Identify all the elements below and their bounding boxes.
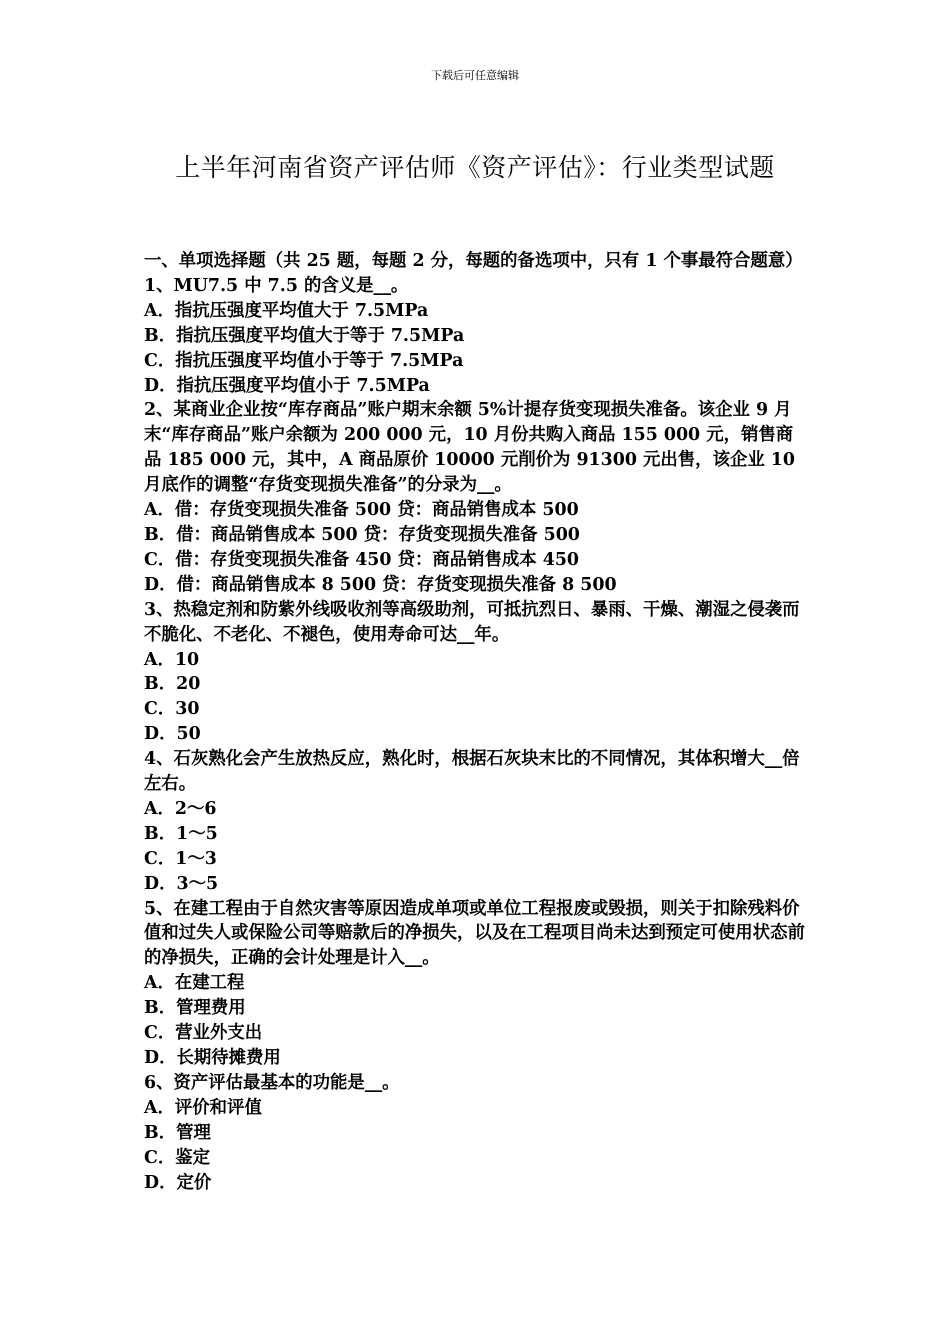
option-d: D．借：商品销售成本 8 500 贷：存货变现损失准备 8 500 (144, 574, 617, 595)
question-1 (144, 274, 808, 399)
option-c: C．鉴定 (144, 1147, 211, 1168)
option-d: D．指抗压强度平均值小于 7.5MPa (144, 375, 430, 396)
question-3 (144, 598, 808, 747)
question-stem: 6、资产评估最基本的功能是__。 (144, 1072, 400, 1093)
option-c: C．1～3 (144, 848, 217, 869)
question-stem: 5、在建工程由于自然灾害等原因造成单项或单位工程报废或毁损，则关于扣除残料价值和过失人或保险公司等赔款后的净损失，以及在工程项目尚未达到预定可使用状态前的净损失，正确的会计处理是计入__。 (144, 898, 805, 969)
option-b: B．1～5 (144, 823, 218, 844)
option-b: B．管理费用 (144, 998, 246, 1019)
question-stem: 1、MU7.5 中 7.5 的含义是__。 (144, 275, 409, 296)
document-body (144, 249, 808, 1195)
document-title: 上半年河南省资产评估师《资产评估》：行业类型试题 (175, 153, 775, 182)
option-b: B．借：商品销售成本 500 贷：存货变现损失准备 500 (144, 524, 580, 545)
option-d: D．长期待摊费用 (144, 1048, 281, 1068)
option-a: A．10 (144, 649, 200, 670)
question-stem: 4、石灰熟化会产生放热反应，熟化时，根据石灰块末比的不同情况，其体积增大__倍左右。 (144, 749, 800, 795)
question-stem: 3、热稳定剂和防紫外线吸收剂等高级助剂，可抵抗烈日、暴雨、干燥、潮湿之侵袭而不脆化、不老化、不褪色，使用寿命可达__年。 (144, 599, 800, 645)
question-stem: 2、某商业企业按“库存商品”账户期末余额 5%计提存货变现损失准备。该企业 9 月末“库存商品”账户余额为 200 000 元，10 月份共购入商品 155 000 元，销售商品 185 000 元，其中，A 商品原价 10000 元削价为 91300 元出售，该企业 10 月底作的调整“存货变现损失准备”的分录为__。 (144, 400, 795, 496)
question-2 (144, 398, 808, 597)
option-c: C．指抗压强度平均值小于等于 7.5MPa (144, 350, 464, 371)
option-b: B．管理 (144, 1122, 211, 1143)
question-5 (144, 897, 808, 1071)
option-c: C．营业外支出 (144, 1023, 263, 1044)
option-c: C．30 (144, 699, 200, 720)
option-d: D．3～5 (144, 873, 219, 894)
section-heading: 一、单项选择题（共 25 题，每题 2 分，每题的备选项中，只有 1 个事最符合题意） (144, 251, 803, 271)
option-a: A．在建工程 (144, 973, 245, 994)
option-b: B．20 (144, 674, 201, 695)
page-header-note: 下载后可任意编辑 (431, 69, 519, 82)
question-4 (144, 747, 808, 896)
question-6 (144, 1071, 808, 1196)
option-a: A．2～6 (144, 798, 217, 819)
option-a: A．评价和评值 (144, 1097, 262, 1118)
option-c: C．借：存货变现损失准备 450 贷：商品销售成本 450 (144, 549, 580, 570)
option-d: D．定价 (144, 1172, 212, 1193)
option-a: A．指抗压强度平均值大于 7.5MPa (144, 300, 429, 321)
option-b: B．指抗压强度平均值大于等于 7.5MPa (144, 325, 465, 346)
option-d: D．50 (144, 724, 201, 745)
option-a: A．借：存货变现损失准备 500 贷：商品销售成本 500 (144, 500, 579, 521)
